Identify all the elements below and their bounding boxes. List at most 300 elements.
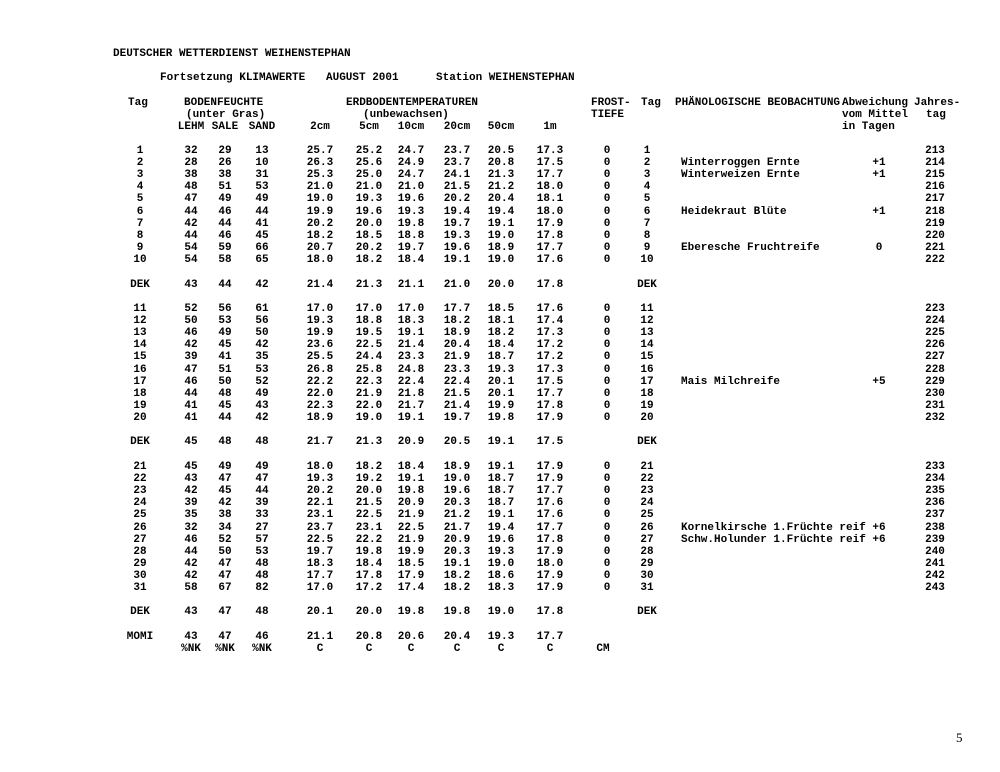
subtitle-month: AUGUST 2001	[326, 72, 399, 84]
row-tag2: 11	[640, 303, 654, 315]
header-jahres: Jahres-	[914, 97, 961, 109]
row-value: 18.2	[443, 315, 471, 328]
row-value: 44	[184, 229, 198, 242]
row-phaeno: Schw.Holunder 1.Früchte reif	[681, 533, 866, 546]
momi-value: 43	[184, 631, 198, 643]
row-value: 67	[218, 582, 232, 594]
row-frost: 0	[603, 509, 611, 522]
row-tag: 25	[133, 509, 147, 522]
row-value: 42	[184, 485, 198, 498]
subheader-cell: 2cm	[310, 121, 330, 133]
row-value: 18.9	[443, 327, 471, 340]
row-value: 20.2	[355, 241, 383, 254]
row-value: 46	[184, 327, 198, 340]
row-frost: 0	[603, 533, 611, 546]
row-value: 59	[218, 241, 232, 254]
row-value: 17.9	[536, 582, 564, 594]
row-phaeno: Eberesche Fruchtreife	[681, 241, 820, 254]
row-frost: 0	[603, 241, 611, 254]
row-value: 24.8	[397, 363, 425, 376]
row-value: 21.4	[306, 279, 334, 291]
row-value: 17.6	[536, 509, 564, 522]
row-tag: 16	[133, 363, 147, 376]
row-tag2: 21	[640, 461, 654, 473]
row-value: 54	[184, 253, 198, 266]
momi-value: 17.7	[536, 631, 564, 643]
row-tag: 21	[133, 461, 147, 473]
row-jahrestag: 224	[925, 315, 945, 328]
row-value: 17.5	[536, 436, 564, 448]
row-jahrestag: 238	[925, 521, 945, 534]
row-tag2: 4	[643, 181, 651, 194]
row-frost: 0	[603, 545, 611, 558]
row-value: 44	[218, 217, 232, 230]
row-value: 18.3	[397, 315, 425, 328]
row-value: 42	[184, 557, 198, 570]
row-value: 19.4	[443, 205, 471, 218]
row-value: 19.3	[306, 473, 334, 486]
row-tag2: 17	[640, 375, 654, 388]
row-value: 19.1	[397, 327, 425, 340]
row-value: 41	[218, 351, 232, 364]
unit-frost: CM	[596, 643, 610, 655]
row-value: 48	[255, 606, 269, 618]
row-value: 21.0	[443, 279, 471, 291]
row-value: 21.2	[487, 181, 515, 194]
row-value: 41	[255, 217, 269, 230]
row-value: 19.7	[443, 411, 471, 424]
row-value: 47	[218, 473, 232, 486]
row-value: 18.2	[443, 582, 471, 594]
row-value: 50	[184, 315, 198, 328]
row-value: 17.7	[536, 241, 564, 254]
row-value: 45	[218, 399, 232, 412]
row-tag2: 15	[640, 351, 654, 364]
row-value: 19.0	[306, 193, 334, 206]
row-value: 17.8	[536, 229, 564, 242]
row-frost: 0	[603, 461, 611, 473]
row-value: 21.4	[443, 399, 471, 412]
row-value: 18.4	[397, 253, 425, 266]
row-value: 19.3	[397, 205, 425, 218]
row-jahrestag: 219	[925, 217, 945, 230]
row-value: 58	[184, 582, 198, 594]
row-value: 56	[255, 315, 269, 328]
row-value: 17.7	[443, 303, 471, 315]
row-value: 17.2	[536, 351, 564, 364]
row-value: 19.0	[443, 473, 471, 486]
row-value: 19.8	[397, 606, 425, 618]
row-jahrestag: 235	[925, 485, 945, 498]
row-value: 21.3	[355, 279, 383, 291]
row-frost: 0	[603, 169, 611, 182]
row-value: 22.2	[306, 375, 334, 388]
row-value: 44	[184, 387, 198, 400]
row-value: 22.3	[306, 399, 334, 412]
row-tag2: 3	[643, 169, 651, 182]
row-abweichung: +5	[872, 375, 886, 388]
row-value: 51	[218, 181, 232, 194]
row-frost: 0	[603, 399, 611, 412]
row-value: 18.3	[306, 557, 334, 570]
row-tag: 14	[133, 339, 147, 352]
row-value: 41	[184, 411, 198, 424]
row-jahrestag: 223	[925, 303, 945, 315]
row-frost: 0	[603, 473, 611, 486]
row-tag2: 12	[640, 315, 654, 328]
row-value: 17.3	[536, 327, 564, 340]
row-value: 17.8	[536, 399, 564, 412]
row-tag2: DEK	[637, 436, 657, 448]
row-value: 18.5	[355, 229, 383, 242]
row-value: 21.0	[397, 181, 425, 194]
row-value: 21.9	[397, 533, 425, 546]
row-value: 18.3	[487, 582, 515, 594]
row-value: 23.6	[306, 339, 334, 352]
row-jahrestag: 236	[925, 497, 945, 510]
row-value: 20.2	[306, 485, 334, 498]
row-tag2: 1	[643, 145, 651, 157]
row-value: 42	[184, 339, 198, 352]
momi-value: 20.6	[397, 631, 425, 643]
row-frost: 0	[603, 217, 611, 230]
row-value: 19.8	[397, 217, 425, 230]
row-value: 20.2	[306, 217, 334, 230]
row-tag2: DEK	[637, 606, 657, 618]
row-value: 49	[218, 461, 232, 473]
row-value: 26	[218, 157, 232, 170]
row-value: 20.2	[443, 193, 471, 206]
row-jahrestag: 216	[925, 181, 945, 194]
row-jahrestag: 230	[925, 387, 945, 400]
row-value: 22.3	[355, 375, 383, 388]
row-value: 19.4	[487, 205, 515, 218]
row-value: 23.3	[443, 363, 471, 376]
row-value: 45	[218, 339, 232, 352]
row-frost: 0	[603, 569, 611, 582]
row-value: 21.5	[355, 497, 383, 510]
row-phaeno: Heidekraut Blüte	[681, 205, 787, 218]
row-value: 25.0	[355, 169, 383, 182]
row-tag2: 20	[640, 411, 654, 424]
row-abweichung: +6	[872, 533, 886, 546]
row-value: 46	[184, 533, 198, 546]
row-value: 33	[255, 509, 269, 522]
row-value: 17.0	[397, 303, 425, 315]
row-tag: 10	[133, 253, 147, 266]
row-value: 46	[184, 375, 198, 388]
subheader-cell: SALE	[211, 121, 239, 133]
row-value: 39	[184, 497, 198, 510]
header-tag: Tag	[128, 97, 148, 109]
row-value: 20.5	[443, 436, 471, 448]
row-value: 18.2	[443, 569, 471, 582]
row-tag2: 7	[643, 217, 651, 230]
row-value: 20.3	[443, 497, 471, 510]
row-tag2: 23	[640, 485, 654, 498]
row-value: 20.9	[397, 497, 425, 510]
row-value: 28	[184, 157, 198, 170]
row-value: 23.7	[306, 521, 334, 534]
row-value: 18.2	[487, 327, 515, 340]
row-value: 19.0	[487, 557, 515, 570]
header-in-tagen: in Tagen	[842, 121, 895, 133]
row-value: 21.5	[443, 181, 471, 194]
row-tag2: 28	[640, 545, 654, 558]
row-value: 54	[184, 241, 198, 254]
row-value: 18.4	[397, 461, 425, 473]
momi-value: 19.3	[487, 631, 515, 643]
row-value: 24.4	[355, 351, 383, 364]
momi-label: MOMI	[126, 631, 154, 643]
row-tag: 22	[133, 473, 147, 486]
unit-label: C	[316, 643, 324, 655]
row-tag: 19	[133, 399, 147, 412]
row-value: 41	[184, 399, 198, 412]
row-tag: 8	[136, 229, 144, 242]
row-jahrestag: 218	[925, 205, 945, 218]
row-value: 47	[218, 606, 232, 618]
row-tag: 1	[136, 145, 144, 157]
row-value: 22.4	[443, 375, 471, 388]
header-unbewachsen: (unbewachsen)	[363, 109, 449, 121]
row-value: 18.1	[536, 193, 564, 206]
row-value: 49	[255, 193, 269, 206]
row-tag2: 5	[643, 193, 651, 206]
row-jahrestag: 234	[925, 473, 945, 486]
row-value: 56	[218, 303, 232, 315]
row-value: 44	[184, 545, 198, 558]
row-value: 49	[218, 327, 232, 340]
row-value: 20.4	[443, 339, 471, 352]
row-value: 18.1	[487, 315, 515, 328]
row-value: 24.9	[397, 157, 425, 170]
row-value: 26.8	[306, 363, 334, 376]
row-value: 25.3	[306, 169, 334, 182]
subheader-cell: 5cm	[359, 121, 379, 133]
row-tag2: 13	[640, 327, 654, 340]
row-tag: 9	[136, 241, 144, 254]
row-value: 25.5	[306, 351, 334, 364]
row-value: 20.1	[487, 387, 515, 400]
row-tag: DEK	[130, 436, 150, 448]
row-tag: 11	[133, 303, 147, 315]
row-frost: 0	[603, 253, 611, 266]
row-value: 17.0	[355, 303, 383, 315]
row-value: 17.0	[306, 303, 334, 315]
row-jahrestag: 227	[925, 351, 945, 364]
row-value: 45	[184, 436, 198, 448]
row-value: 18.9	[306, 411, 334, 424]
row-jahrestag: 226	[925, 339, 945, 352]
row-value: 23.1	[355, 521, 383, 534]
row-value: 17.9	[536, 411, 564, 424]
row-tag: 28	[133, 545, 147, 558]
row-value: 18.0	[306, 253, 334, 266]
row-jahrestag: 215	[925, 169, 945, 182]
row-value: 48	[255, 436, 269, 448]
row-value: 17.6	[536, 497, 564, 510]
row-tag: 27	[133, 533, 147, 546]
row-value: 34	[218, 521, 232, 534]
row-value: 21.4	[397, 339, 425, 352]
row-frost: 0	[603, 387, 611, 400]
row-value: 19.4	[487, 521, 515, 534]
row-value: 44	[184, 205, 198, 218]
row-value: 38	[218, 169, 232, 182]
row-value: 20.1	[487, 375, 515, 388]
row-value: 21.8	[397, 387, 425, 400]
row-value: 44	[218, 411, 232, 424]
row-value: 19.1	[443, 253, 471, 266]
row-value: 18.4	[355, 557, 383, 570]
row-value: 17.9	[536, 569, 564, 582]
row-value: 47	[218, 557, 232, 570]
row-value: 19.1	[487, 509, 515, 522]
row-frost: 0	[603, 229, 611, 242]
row-value: 19.6	[397, 193, 425, 206]
row-value: 44	[255, 485, 269, 498]
row-value: 61	[255, 303, 269, 315]
row-value: 46	[218, 229, 232, 242]
unit-label: %NK	[181, 643, 201, 655]
row-value: 29	[218, 145, 232, 157]
row-value: 19.0	[487, 229, 515, 242]
row-frost: 0	[603, 327, 611, 340]
row-value: 43	[184, 606, 198, 618]
row-tag2: 29	[640, 557, 654, 570]
row-value: 21.7	[443, 521, 471, 534]
row-value: 22.0	[355, 399, 383, 412]
row-value: 17.8	[536, 533, 564, 546]
row-frost: 0	[603, 157, 611, 170]
row-frost: 0	[603, 193, 611, 206]
row-value: 17.5	[536, 375, 564, 388]
row-value: 18.2	[355, 253, 383, 266]
row-value: 38	[218, 509, 232, 522]
row-value: 17.7	[306, 569, 334, 582]
row-tag: 23	[133, 485, 147, 498]
row-value: 39	[255, 497, 269, 510]
row-jahrestag: 243	[925, 582, 945, 594]
row-value: 18.5	[487, 303, 515, 315]
row-tag: DEK	[130, 606, 150, 618]
row-frost: 0	[603, 145, 611, 157]
row-value: 18.0	[536, 181, 564, 194]
row-value: 19.1	[487, 217, 515, 230]
row-value: 25.8	[355, 363, 383, 376]
row-value: 18.8	[397, 229, 425, 242]
row-value: 53	[218, 315, 232, 328]
row-frost: 0	[603, 485, 611, 498]
row-tag2: 27	[640, 533, 654, 546]
row-value: 17.9	[536, 473, 564, 486]
row-value: 19.9	[397, 545, 425, 558]
row-value: 19.3	[355, 193, 383, 206]
row-value: 17.9	[397, 569, 425, 582]
row-value: 49	[255, 387, 269, 400]
row-value: 38	[184, 169, 198, 182]
row-value: 19.9	[306, 205, 334, 218]
row-abweichung: +1	[872, 205, 886, 218]
row-value: 39	[184, 351, 198, 364]
row-value: 50	[255, 327, 269, 340]
row-value: 48	[255, 557, 269, 570]
row-value: 50	[218, 545, 232, 558]
row-value: 23.7	[443, 157, 471, 170]
row-value: 19.0	[487, 606, 515, 618]
row-jahrestag: 239	[925, 533, 945, 546]
row-value: 42	[255, 411, 269, 424]
header-abweichung: Abweichung	[842, 97, 909, 109]
row-value: 48	[218, 387, 232, 400]
row-value: 42	[184, 569, 198, 582]
header-tag2: Tag	[641, 97, 661, 109]
subheader-cell: LEHM	[177, 121, 205, 133]
row-tag: 4	[136, 181, 144, 194]
row-value: 17.7	[536, 387, 564, 400]
row-frost: 0	[603, 205, 611, 218]
row-phaeno: Winterweizen Ernte	[681, 169, 800, 182]
row-value: 19.6	[487, 533, 515, 546]
row-value: 20.0	[355, 217, 383, 230]
row-value: 17.9	[536, 461, 564, 473]
row-value: 17.8	[536, 606, 564, 618]
row-tag: 26	[133, 521, 147, 534]
row-tag2: 18	[640, 387, 654, 400]
row-value: 51	[218, 363, 232, 376]
header-jahrestag: tag	[926, 109, 946, 121]
subheader-cell: 50cm	[487, 121, 515, 133]
row-value: 48	[218, 436, 232, 448]
row-value: 17.5	[536, 157, 564, 170]
row-value: 17.6	[536, 253, 564, 266]
row-value: 20.7	[306, 241, 334, 254]
row-value: 18.0	[536, 557, 564, 570]
row-value: 19.8	[397, 485, 425, 498]
row-value: 18.8	[355, 315, 383, 328]
unit-label: C	[546, 643, 554, 655]
header-erdbodentemperaturen: ERDBODENTEMPERATUREN	[346, 97, 479, 109]
row-value: 19.9	[306, 327, 334, 340]
row-tag: 12	[133, 315, 147, 328]
row-value: 17.9	[536, 545, 564, 558]
row-value: 32	[184, 145, 198, 157]
row-value: 18.0	[306, 461, 334, 473]
row-value: 45	[184, 461, 198, 473]
row-value: 18.5	[397, 557, 425, 570]
row-tag: 2	[136, 157, 144, 170]
row-value: 45	[255, 229, 269, 242]
row-tag2: 30	[640, 569, 654, 582]
row-frost: 0	[603, 521, 611, 534]
subtitle-station: Station WEIHENSTEPHAN	[436, 72, 575, 84]
row-tag: 5	[136, 193, 144, 206]
row-frost: 0	[603, 303, 611, 315]
row-tag2: 25	[640, 509, 654, 522]
row-value: 47	[184, 193, 198, 206]
row-phaeno: Mais Milchreife	[681, 375, 781, 388]
row-abweichung: +1	[872, 169, 886, 182]
row-value: 18.0	[536, 205, 564, 218]
row-jahrestag: 213	[925, 145, 945, 157]
row-frost: 0	[603, 411, 611, 424]
row-value: 18.7	[487, 351, 515, 364]
row-value: 22.5	[306, 533, 334, 546]
unit-label: C	[407, 643, 415, 655]
row-value: 20.9	[443, 533, 471, 546]
row-jahrestag: 220	[925, 229, 945, 242]
